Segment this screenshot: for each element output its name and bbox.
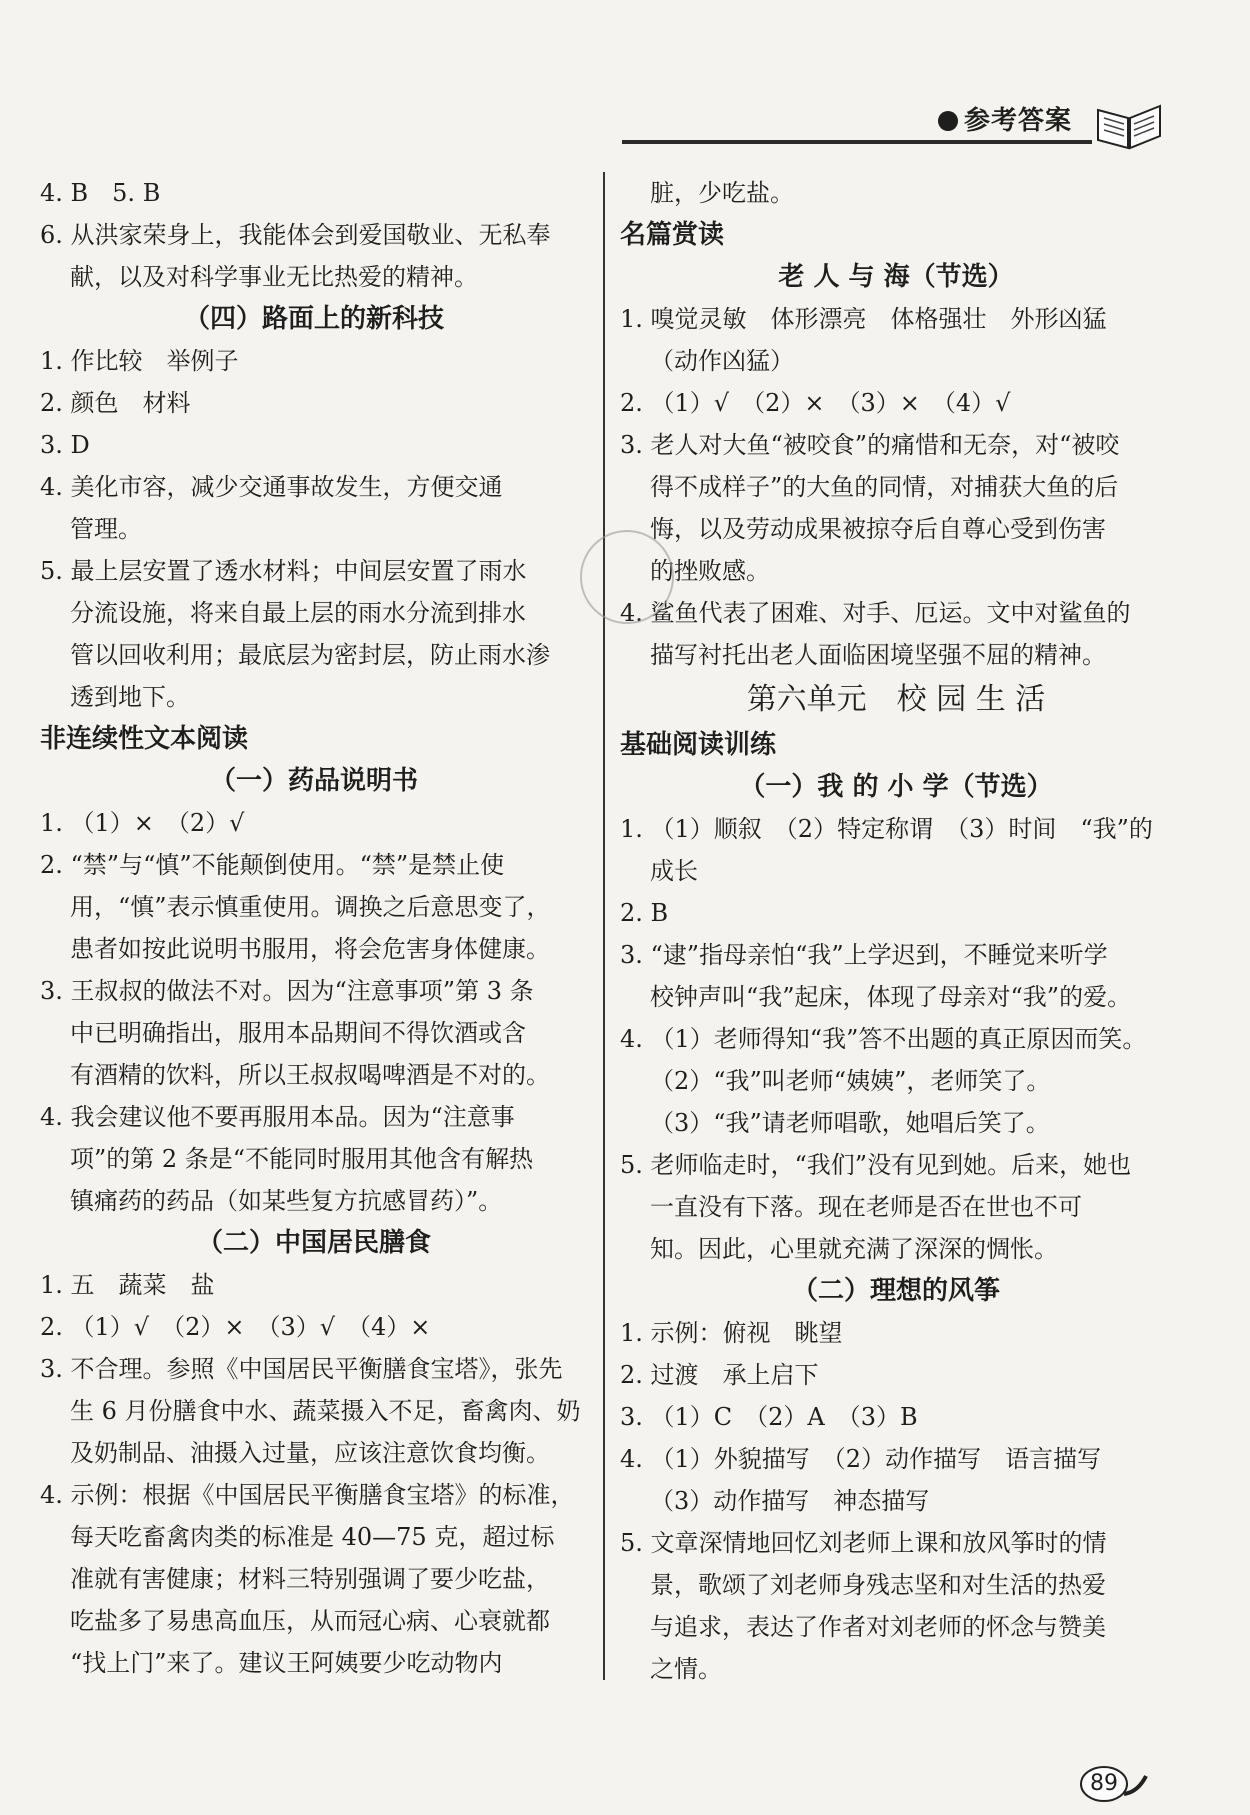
left-line: 吃盐多了易患高血压，从而冠心病、心衰就都	[70, 1607, 550, 1635]
right-line: 1. （1）顺叙 （2）特定称谓 （3）时间 “我”的	[620, 815, 1153, 843]
right-line: 与追求，表达了作者对刘老师的怀念与赞美	[650, 1613, 1106, 1641]
column-divider	[603, 172, 605, 1680]
right-line: 景，歌颂了刘老师身残志坚和对生活的热爱	[650, 1571, 1106, 1599]
right-line: 基础阅读训练	[620, 730, 777, 760]
left-line: 4. 美化市容，减少交通事故发生，方便交通	[40, 473, 503, 501]
left-line: “找上门”来了。建议王阿姨要少吃动物内	[70, 1649, 503, 1677]
left-line: 1. 五 蔬菜 盐	[40, 1271, 215, 1299]
right-line: 2. 过渡 承上启下	[620, 1361, 819, 1389]
header-rule	[622, 140, 1092, 144]
left-line: 4. 我会建议他不要再服用本品。因为“注意事	[40, 1103, 515, 1131]
right-line: 描写衬托出老人面临困境坚强不屈的精神。	[650, 641, 1106, 669]
right-line: （二）理想的风筝	[791, 1276, 1000, 1306]
right-line: 的挫败感。	[650, 557, 770, 585]
left-line: 2. “禁”与“慎”不能颠倒使用。“禁”是禁止使	[40, 851, 505, 879]
left-line: 透到地下。	[70, 683, 190, 711]
right-line: 4. （1）老师得知“我”答不出题的真正原因而笑。	[620, 1025, 1147, 1053]
left-line: 3. 不合理。参照《中国居民平衡膳食宝塔》，张先	[40, 1355, 563, 1383]
right-line: 1. 示例：俯视 眺望	[620, 1319, 843, 1347]
watermark-stamp	[580, 530, 674, 624]
right-line: 5. 文章深情地回忆刘老师上课和放风筝时的情	[620, 1529, 1107, 1557]
left-line: 患者如按此说明书服用，将会危害身体健康。	[70, 935, 550, 963]
right-line: 3. “逮”指母亲怕“我”上学迟到，不睡觉来听学	[620, 941, 1108, 969]
left-line: 生 6 月份膳食中水、蔬菜摄入不足，畜禽肉、奶	[70, 1397, 581, 1425]
left-line: 2. （1）√ （2）× （3）√ （4）×	[40, 1313, 431, 1341]
right-line: 第六单元 校 园 生 活	[746, 682, 1046, 717]
left-line: 5. 最上层安置了透水材料；中间层安置了雨水	[40, 557, 527, 585]
right-line: 之情。	[650, 1655, 722, 1683]
right-line: 脏，少吃盐。	[650, 179, 794, 207]
right-column	[620, 172, 1172, 1690]
left-line: （一）药品说明书	[209, 766, 418, 796]
open-book-icon	[1094, 96, 1164, 152]
bullet-icon	[938, 111, 958, 131]
right-line: 5. 老师临走时，“我们”没有见到她。后来，她也	[620, 1151, 1132, 1179]
left-line: （二）中国居民膳食	[196, 1228, 431, 1258]
right-line: 3. （1）C （2）A （3）B	[620, 1403, 918, 1431]
left-line: 2. 颜色 材料	[40, 389, 191, 417]
left-line: （四）路面上的新科技	[183, 304, 444, 334]
right-line: 老 人 与 海（节选）	[778, 262, 1014, 292]
left-column	[40, 172, 588, 1684]
right-line: （一）我 的 小 学（节选）	[739, 772, 1053, 802]
right-line: 3. 老人对大鱼“被咬食”的痛惜和无奈，对“被咬	[620, 431, 1120, 459]
left-line: 用，“慎”表示慎重使用。调换之后意思变了，	[70, 893, 551, 921]
left-line: 中已明确指出，服用本品期间不得饮酒或含	[70, 1019, 526, 1047]
left-line: 非连续性文本阅读	[40, 724, 249, 754]
right-line: 1. 嗅觉灵敏 体形漂亮 体格强壮 外形凶猛	[620, 305, 1107, 333]
left-line: 管以回收利用；最底层为密封层，防止雨水渗	[70, 641, 550, 669]
left-line: 管理。	[70, 515, 142, 543]
right-line: 得不成样子”的大鱼的同情，对捕获大鱼的后	[650, 473, 1119, 501]
right-line: 4. 鲨鱼代表了困难、对手、厄运。文中对鲨鱼的	[620, 599, 1131, 627]
left-line: 4. B 5. B	[40, 179, 161, 207]
right-line: 一直没有下落。现在老师是否在世也不可	[650, 1193, 1082, 1221]
left-line: 3. D	[40, 431, 90, 459]
left-line: 分流设施，将来自最上层的雨水分流到排水	[70, 599, 526, 627]
right-line: 2. B	[620, 899, 669, 927]
right-line: 成长	[650, 857, 698, 885]
right-line: （3）“我”请老师唱歌，她唱后笑了。	[650, 1109, 1050, 1137]
right-line: 4. （1）外貌描写 （2）动作描写 语言描写	[620, 1445, 1102, 1473]
left-line: 及奶制品、油摄入过量，应该注意饮食均衡。	[70, 1439, 550, 1467]
page-number-badge	[1080, 1764, 1140, 1804]
right-line: 知。因此，心里就充满了深深的惆怅。	[650, 1235, 1058, 1263]
header-title	[938, 100, 1072, 137]
left-line: 6. 从洪家荣身上，我能体会到爱国敬业、无私奉	[40, 221, 551, 249]
right-line: （动作凶猛）	[650, 347, 794, 375]
left-line: 1. （1）× （2）√	[40, 809, 245, 837]
left-line: 1. 作比较 举例子	[40, 347, 239, 375]
right-line: （2）“我”叫老师“姨姨”，老师笑了。	[650, 1067, 1051, 1095]
left-line: 准就有害健康；材料三特别强调了要少吃盐，	[70, 1565, 550, 1593]
right-line: 2. （1）√ （2）× （3）× （4）√	[620, 389, 1011, 417]
right-line: 名篇赏读	[620, 220, 725, 250]
left-line: 献，以及对科学事业无比热爱的精神。	[70, 263, 478, 291]
header-title-text: 参考答案	[964, 106, 1073, 136]
left-line: 4. 示例：根据《中国居民平衡膳食宝塔》的标准，	[40, 1481, 575, 1509]
right-line: 校钟声叫“我”起床，体现了母亲对“我”的爱。	[650, 983, 1132, 1011]
page-number: 89	[1090, 1771, 1118, 1796]
left-line: 每天吃畜禽肉类的标准是 40—75 克，超过标	[70, 1523, 555, 1551]
left-line: 镇痛药的药品（如某些复方抗感冒药）”。	[70, 1187, 503, 1215]
left-line: 有酒精的饮料，所以王叔叔喝啤酒是不对的。	[70, 1061, 550, 1089]
left-line: 项”的第 2 条是“不能同时服用其他含有解热	[70, 1145, 534, 1173]
left-line: 3. 王叔叔的做法不对。因为“注意事项”第 3 条	[40, 977, 534, 1005]
right-line: （3）动作描写 神态描写	[650, 1487, 930, 1515]
right-line: 悔，以及劳动成果被掠夺后自尊心受到伤害	[650, 515, 1106, 543]
